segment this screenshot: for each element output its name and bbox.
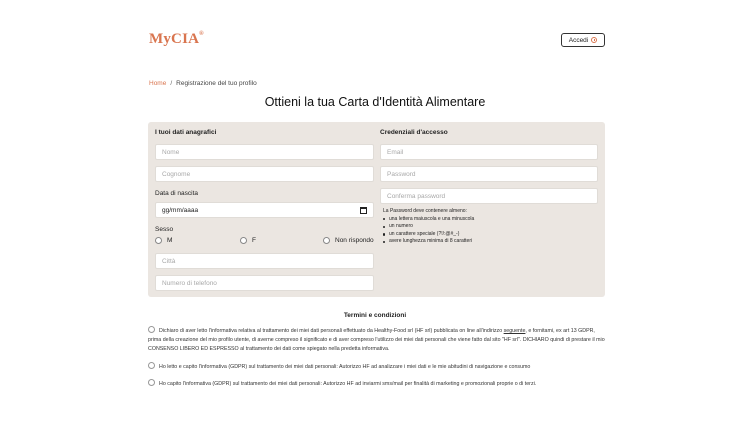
power-icon	[591, 37, 597, 43]
consent-marketing-text: Ho capito l'informativa (GDPR) sul trattamento dei miei dati personali: Autorizzo HF ad inviarmi sms/mail per finalità di marketing e promozionali proprie o di terzi.	[159, 381, 537, 387]
confirm-password-input[interactable]: Conferma password	[380, 188, 598, 204]
privacy-link[interactable]: seguente	[503, 328, 526, 334]
consent-marketing-checkbox[interactable]	[148, 379, 155, 386]
password-hint-item: avere lunghezza minima di 8 caratteri	[383, 238, 474, 246]
login-button[interactable]	[561, 33, 605, 47]
credentials-heading: Credenziali d'accesso	[380, 129, 448, 136]
radio-icon	[240, 237, 247, 244]
page-title: Ottieni la tua Carta d'Identità Alimentare	[264, 95, 486, 109]
sex-label: Sesso	[155, 226, 174, 233]
email-input[interactable]: Email	[380, 144, 598, 160]
calendar-icon[interactable]	[360, 207, 367, 214]
breadcrumb	[149, 80, 257, 87]
password-hint-title: La Password deve contenere almeno:	[383, 208, 467, 214]
password-requirements	[383, 208, 474, 246]
sex-option-m[interactable]	[155, 237, 172, 244]
sex-option-label: M	[167, 237, 173, 244]
password-hint-item: una lettera maiuscola e una minuscola	[383, 216, 474, 224]
logo[interactable]	[149, 31, 204, 48]
phone-input[interactable]: Numero di telefono	[155, 275, 374, 291]
login-label: Accedi	[568, 36, 589, 44]
surname-input[interactable]: Cognome	[155, 166, 374, 182]
password-input[interactable]: Password	[380, 166, 598, 182]
logo-text: MyCIA	[149, 31, 200, 47]
breadcrumb-separator: /	[170, 80, 173, 87]
sex-option-label: Non rispondo	[335, 237, 374, 244]
breadcrumb-home[interactable]: Home	[149, 80, 167, 87]
consent-profiling-text: Ho letto e capito l'informativa (GDPR) sul trattamento dei miei dati personali: Autorizzo HF ad analizzare i miei dati e le mie abitudini di navigazione e consumo	[159, 364, 531, 370]
consent-privacy-checkbox[interactable]	[148, 326, 155, 333]
logo-registered-mark: ®	[199, 31, 204, 37]
password-hint-item: un carattere speciale (?!/:@#_-)	[383, 231, 474, 239]
sex-option-f[interactable]	[240, 237, 256, 244]
terms-title: Termini e condizioni	[343, 312, 407, 319]
password-hint-item: un numero	[383, 223, 474, 231]
consent-profiling-checkbox[interactable]	[148, 362, 155, 369]
sex-option-label: F	[252, 237, 256, 244]
breadcrumb-current: Registrazione del tuo profilo	[176, 80, 257, 87]
radio-icon	[323, 237, 330, 244]
consent-privacy-text: Dichiaro di aver letto l'informativa relativa al trattamento dei miei dati personali effettuato da Healthy-Food srl (HF srl) pubblicata on line all'indirizzo	[159, 328, 504, 334]
consent-privacy-text-continued: , e fornitami, ex art 13 GDPR, prima della creazione del mio profilo utente, di averne compreso il significato e di aver compreso l'utilizzo dei miei dati personali che viene fatto dal sito "HF srl". DICHIARO quindi di prestare il mio CONSENSO LIBERO ED ESPRESSO al trattamento dei dati come spiegato nella predetta informativa.	[148, 328, 605, 353]
consent-privacy	[148, 326, 608, 355]
birthdate-input[interactable]	[155, 202, 374, 218]
birthdate-value: gg/mm/aaaa	[162, 206, 199, 214]
city-input[interactable]: Città	[155, 253, 374, 269]
consent-marketing	[148, 379, 608, 389]
personal-data-heading: I tuoi dati anagrafici	[155, 129, 217, 136]
sex-option-no-answer[interactable]	[323, 237, 374, 244]
radio-icon	[155, 237, 162, 244]
consent-profiling	[148, 362, 608, 372]
name-input[interactable]: Nome	[155, 144, 374, 160]
birthdate-label: Data di nascita	[155, 190, 198, 197]
